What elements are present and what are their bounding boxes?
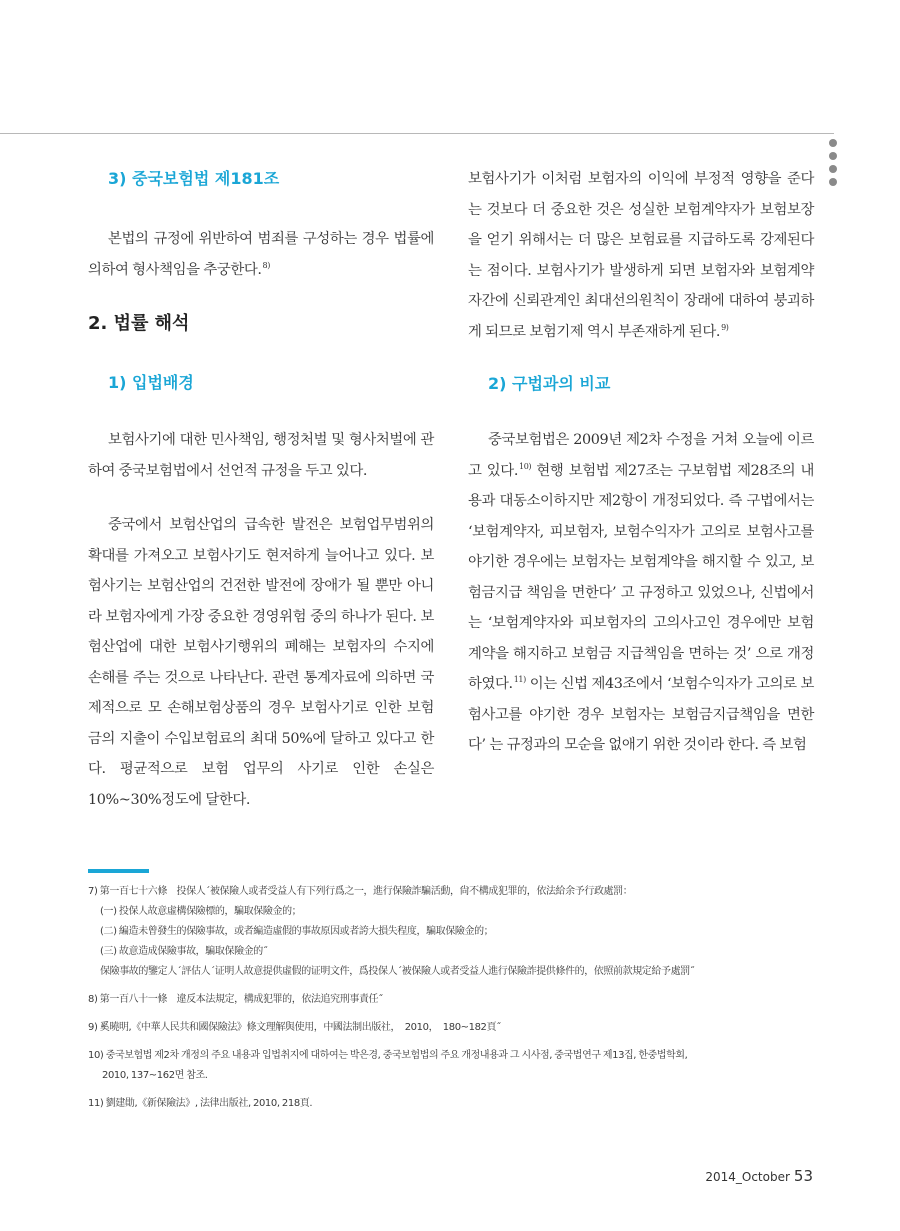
right-column [468,160,814,761]
footnote-11: 11) 劉建勛,《新保險法》, 法律出版社, 2010, 218頁. [88,1098,313,1109]
section-heading-comparison: 2) 구법과의 비교 [488,374,611,393]
left-column [88,160,434,815]
footnote-10-continued: 2010, 137~162면 참조. [102,1070,208,1081]
dot-icon [829,178,837,186]
footnote-7-item-2: (二) 編造未曾發生的保險事故，或者編造虛假的事故原因或者誇大損失程度，騙取保險金的； [100,926,494,937]
footnote-ref-9: 9) [721,322,729,332]
footnote-7-item-3: (三) 故意造成保險事故，騙取保險金的˝ [100,946,268,957]
footnote-7-item-1: (一) 投保人故意虛構保險標的，騙取保險金的； [100,906,302,917]
dot-icon [829,139,837,147]
page-number: 53 [793,1167,813,1185]
paragraph-liability: 보험사기에 대한 민사책임, 행정처벌 및 형사처벌에 관하여 중국보험법에서 선언적 규정을 두고 있다. [88,432,434,479]
paragraph-law-comparison: 중국보험법은 2009년 제2차 수정을 거쳐 오늘에 이르고 있다.$^{10)}$ 현행 보험법 제27조는 구보험법 제28조의 내용과 대동소이하지만 제2항이 개정되었다. 즉 구법에서는 ‘보험계약자, 피보험자, 보험수익자가 고의로 보험사고를 야기한 경우에는 보험자는 보험계약을 해지할 수 있고, 보험금지급 책임을 면한다’ 고 규정하고 있었으나, 신법에서는 ‘보험계약자와 피보험자의 고의사고인 경우에만 보험계약을 해지하고 보험금 지급책임을 면하는 것’ 으로 개정하였다.$^{11)}$ 이는 신법 제43조에서 ‘보험수익자가 고의로 보험사고를 야기한 경우 보험자는 보험금지급책임을 면한다’ 는 규정과의 모순을 없애기 위한 것이라 한다. 즉 보험 [468,432,815,753]
footnote-7: 7) 第一百七十六條 投保人´被保險人或者受益人有下列行爲之一，進行保險詐騙活動，尙不構成犯罪的，依法給余予行政處罰： [88,886,633,897]
footnote-rule [88,869,149,873]
dot-icon [829,165,837,173]
paragraph-insurance-fraud: 중국에서 보험산업의 급속한 발전은 보험업무범위의 확대를 가져오고 보험사기도 현저하게 늘어나고 있다. 보험사기는 보험산업의 건전한 발전에 장애가 될 뿐만 아니라 보험자에게 가장 중요한 경영위험 중의 하나가 된다. 보험산업에 대한 보험사기행위의 폐해는 보험자의 수지에 손해를 주는 것으로 나타난다. 관련 통계자료에 의하면 국제적으로 모 손해보험상품의 경우 보험사기로 인한 보험금의 지출이 수입보험료의 최대 50%에 달하고 있다고 한다. 평균적으로 보험 업무의 사기로 인한 손실은 10%~30%정도에 달한다. [88,517,434,808]
footnote-ref-8: 8) [262,260,270,270]
footnote-8: 8) 第一百八十一條 違反本法規定，構成犯罪的，依法追究刑事責任˝ [88,994,383,1005]
paragraph-fraud-impact: 보험사기가 이처럼 보험자의 이익에 부정적 영향을 준다는 것보다 더 중요한 것은 성실한 보험계약자가 보험보장을 얻기 위해서는 더 많은 보험료를 지급하도록 강제된다는 점이다. 보험사기가 발생하게 되면 보험자와 보험계약자간에 신뢰관계인 최대선의원칙이 장래에 대하여 붕괴하게 되므로 보험기제 역시 부존재하게 된다.$^{9)}$ [468,171,814,340]
section-heading-legislative-background: 1) 입법배경 [108,373,194,392]
section-heading-legal-interpretation: 2. 법률 해석 [88,313,190,334]
decorative-dots [829,139,839,191]
footnote-10: 10) 중국보험법 제2차 개정의 주요 내용과 입법취지에 대하여는 박은경, 중국보험법의 주요 개정내용과 그 시사점, 중국법연구 제13집, 한중법학회, [88,1050,688,1061]
page-footer [705,1166,813,1185]
header-rule [0,133,834,134]
footnote-9: 9) 奚曉明,《中華人民共和國保險法》條文理解與使用，中國法制出版社， 2010， 180~182頁˝ [88,1022,501,1033]
section-heading-art181: 3) 중국보험법 제181조 [108,169,280,188]
footnote-7-paragraph-2: 保險事故的鑒定人´評估人´证明人故意提供虛假的证明文件，爲投保人´被保險人或者受益人進行保險詐提供條件的，依照前款規定給予處罰˝ [100,966,695,977]
dot-icon [829,152,837,160]
footnote-ref-11: 11) [513,675,526,685]
footnote-ref-10: 10) [519,461,532,471]
footnotes [88,882,828,1114]
issue-label: 2014_October [705,1170,790,1184]
paragraph-art181: 본법의 규정에 위반하여 범죄를 구성하는 경우 법률에 의하여 형사책임을 추궁한다.$^{8)}$ [88,231,434,278]
